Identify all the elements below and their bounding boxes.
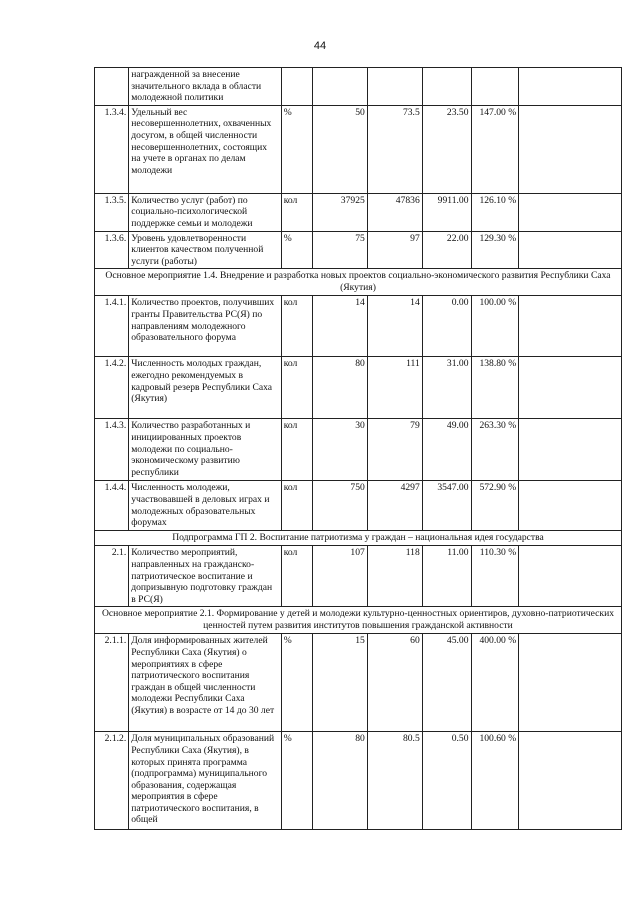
table-row — [95, 634, 622, 732]
completion-percent-cell — [471, 68, 519, 106]
unit-cell: кол — [281, 419, 312, 481]
deviation-cell: 0.00 — [422, 296, 471, 357]
row-number-cell: 1.4.2. — [95, 357, 129, 419]
completion-percent-cell: 100.60 % — [471, 732, 519, 830]
unit-cell: кол — [281, 546, 312, 607]
row-number-cell: 1.3.4. — [95, 105, 129, 193]
row-number-cell: 1.3.5. — [95, 193, 129, 231]
table-row — [95, 357, 622, 419]
completion-percent-cell: 147.00 % — [471, 105, 519, 193]
section-header-row — [95, 269, 622, 296]
actual-value-cell: 79 — [367, 419, 422, 481]
indicator-name-cell: Количество разработанных и инициированных проектов молодежи по социально-экономическому развитию республики — [129, 419, 281, 481]
table-row — [95, 193, 622, 231]
plan-value-cell — [312, 68, 367, 106]
note-cell — [519, 481, 622, 531]
actual-value-cell: 60 — [367, 634, 422, 732]
note-cell — [519, 357, 622, 419]
actual-value-cell: 47836 — [367, 193, 422, 231]
plan-value-cell: 14 — [312, 296, 367, 357]
plan-value-cell: 37925 — [312, 193, 367, 231]
actual-value-cell: 97 — [367, 231, 422, 269]
row-number-cell — [95, 68, 129, 106]
deviation-cell: 49.00 — [422, 419, 471, 481]
table-row — [95, 732, 622, 830]
deviation-cell: 0.50 — [422, 732, 471, 830]
actual-value-cell: 4297 — [367, 481, 422, 531]
row-number-cell: 1.3.6. — [95, 231, 129, 269]
actual-value-cell: 80.5 — [367, 732, 422, 830]
table-row — [95, 68, 622, 106]
plan-value-cell: 15 — [312, 634, 367, 732]
note-cell — [519, 296, 622, 357]
indicator-name-cell: Удельный вес несовершеннолетних, охваченных досугом, в общей численности несовершеннолетних, состоящих на учете в органах по делам молодежи — [129, 105, 281, 193]
completion-percent-cell: 572.90 % — [471, 481, 519, 531]
completion-percent-cell: 126.10 % — [471, 193, 519, 231]
indicator-table-body — [95, 68, 622, 830]
plan-value-cell: 30 — [312, 419, 367, 481]
row-number-cell: 1.4.4. — [95, 481, 129, 531]
section-title: Подпрограмма ГП 2. Воспитание патриотизма у граждан – национальная идея государства — [95, 531, 622, 546]
unit-cell: кол — [281, 296, 312, 357]
deviation-cell: 3547.00 — [422, 481, 471, 531]
row-number-cell: 2.1.1. — [95, 634, 129, 732]
row-number-cell: 1.4.3. — [95, 419, 129, 481]
completion-percent-cell: 100.00 % — [471, 296, 519, 357]
deviation-cell: 11.00 — [422, 546, 471, 607]
row-number-cell: 2.1. — [95, 546, 129, 607]
indicator-name-cell: награжденной за внесение значительного вклада в области молодежной политики — [129, 68, 281, 106]
row-number-cell: 2.1.2. — [95, 732, 129, 830]
indicator-name-cell: Количество проектов, получивших гранты Правительства РС(Я) по направлениям молодежного образовательного форума — [129, 296, 281, 357]
table-row — [95, 546, 622, 607]
plan-value-cell: 107 — [312, 546, 367, 607]
table-row — [95, 296, 622, 357]
completion-percent-cell: 138.80 % — [471, 357, 519, 419]
note-cell — [519, 231, 622, 269]
plan-value-cell: 50 — [312, 105, 367, 193]
indicator-name-cell: Уровень удовлетворенности клиентов качеством полученной услуги (работы) — [129, 231, 281, 269]
plan-value-cell: 750 — [312, 481, 367, 531]
actual-value-cell: 111 — [367, 357, 422, 419]
note-cell — [519, 732, 622, 830]
deviation-cell: 9911.00 — [422, 193, 471, 231]
page-number: 44 — [313, 40, 327, 52]
indicator-name-cell: Количество услуг (работ) по социально-психологической поддержке семьи и молодежи — [129, 193, 281, 231]
completion-percent-cell: 129.30 % — [471, 231, 519, 269]
unit-cell: % — [281, 732, 312, 830]
unit-cell: кол — [281, 193, 312, 231]
note-cell — [519, 634, 622, 732]
indicator-name-cell: Доля информированных жителей Республики Саха (Якутия) о мероприятиях в сфере патриотического воспитания граждан в общей численности молодежи Республики Саха (Якутия) в возрасте от 14 до 30 лет — [129, 634, 281, 732]
plan-value-cell: 75 — [312, 231, 367, 269]
unit-cell: кол — [281, 481, 312, 531]
unit-cell: % — [281, 105, 312, 193]
deviation-cell: 31.00 — [422, 357, 471, 419]
plan-value-cell: 80 — [312, 357, 367, 419]
actual-value-cell: 118 — [367, 546, 422, 607]
note-cell — [519, 546, 622, 607]
actual-value-cell: 14 — [367, 296, 422, 357]
section-header-row — [95, 607, 622, 634]
note-cell — [519, 419, 622, 481]
actual-value-cell — [367, 68, 422, 106]
table-row — [95, 419, 622, 481]
table-row — [95, 481, 622, 531]
indicator-table — [94, 67, 622, 830]
actual-value-cell: 73.5 — [367, 105, 422, 193]
completion-percent-cell: 263.30 % — [471, 419, 519, 481]
table-row — [95, 231, 622, 269]
row-number-cell: 1.4.1. — [95, 296, 129, 357]
note-cell — [519, 68, 622, 106]
unit-cell — [281, 68, 312, 106]
section-title: Основное мероприятие 1.4. Внедрение и разработка новых проектов социально-экономического развития Республики Саха (Якутия) — [95, 269, 622, 296]
table-row — [95, 105, 622, 193]
unit-cell: % — [281, 634, 312, 732]
unit-cell: % — [281, 231, 312, 269]
deviation-cell — [422, 68, 471, 106]
unit-cell: кол — [281, 357, 312, 419]
note-cell — [519, 105, 622, 193]
indicator-name-cell: Доля муниципальных образований Республики Саха (Якутия), в которых принята программа (подпрограмма) муниципального образования, содержащая мероприятия в сфере патриотического воспитания, в общей — [129, 732, 281, 830]
indicator-name-cell: Количество мероприятий, направленных на гражданско-патриотическое воспитание и допризывную подготовку граждан в РС(Я) — [129, 546, 281, 607]
completion-percent-cell: 110.30 % — [471, 546, 519, 607]
indicator-name-cell: Численность молодежи, участвовавшей в деловых играх и молодежных образовательных форумах — [129, 481, 281, 531]
section-header-row — [95, 531, 622, 546]
completion-percent-cell: 400.00 % — [471, 634, 519, 732]
note-cell — [519, 193, 622, 231]
section-title: Основное мероприятие 2.1. Формирование у детей и молодежи культурно-ценностных ориентиров, духовно-патриотических ценностей путем развития институтов повышения гражданской активности — [95, 607, 622, 634]
deviation-cell: 22.00 — [422, 231, 471, 269]
deviation-cell: 23.50 — [422, 105, 471, 193]
deviation-cell: 45.00 — [422, 634, 471, 732]
plan-value-cell: 80 — [312, 732, 367, 830]
indicator-name-cell: Численность молодых граждан, ежегодно рекомендуемых в кадровый резерв Республики Саха (Якутия) — [129, 357, 281, 419]
